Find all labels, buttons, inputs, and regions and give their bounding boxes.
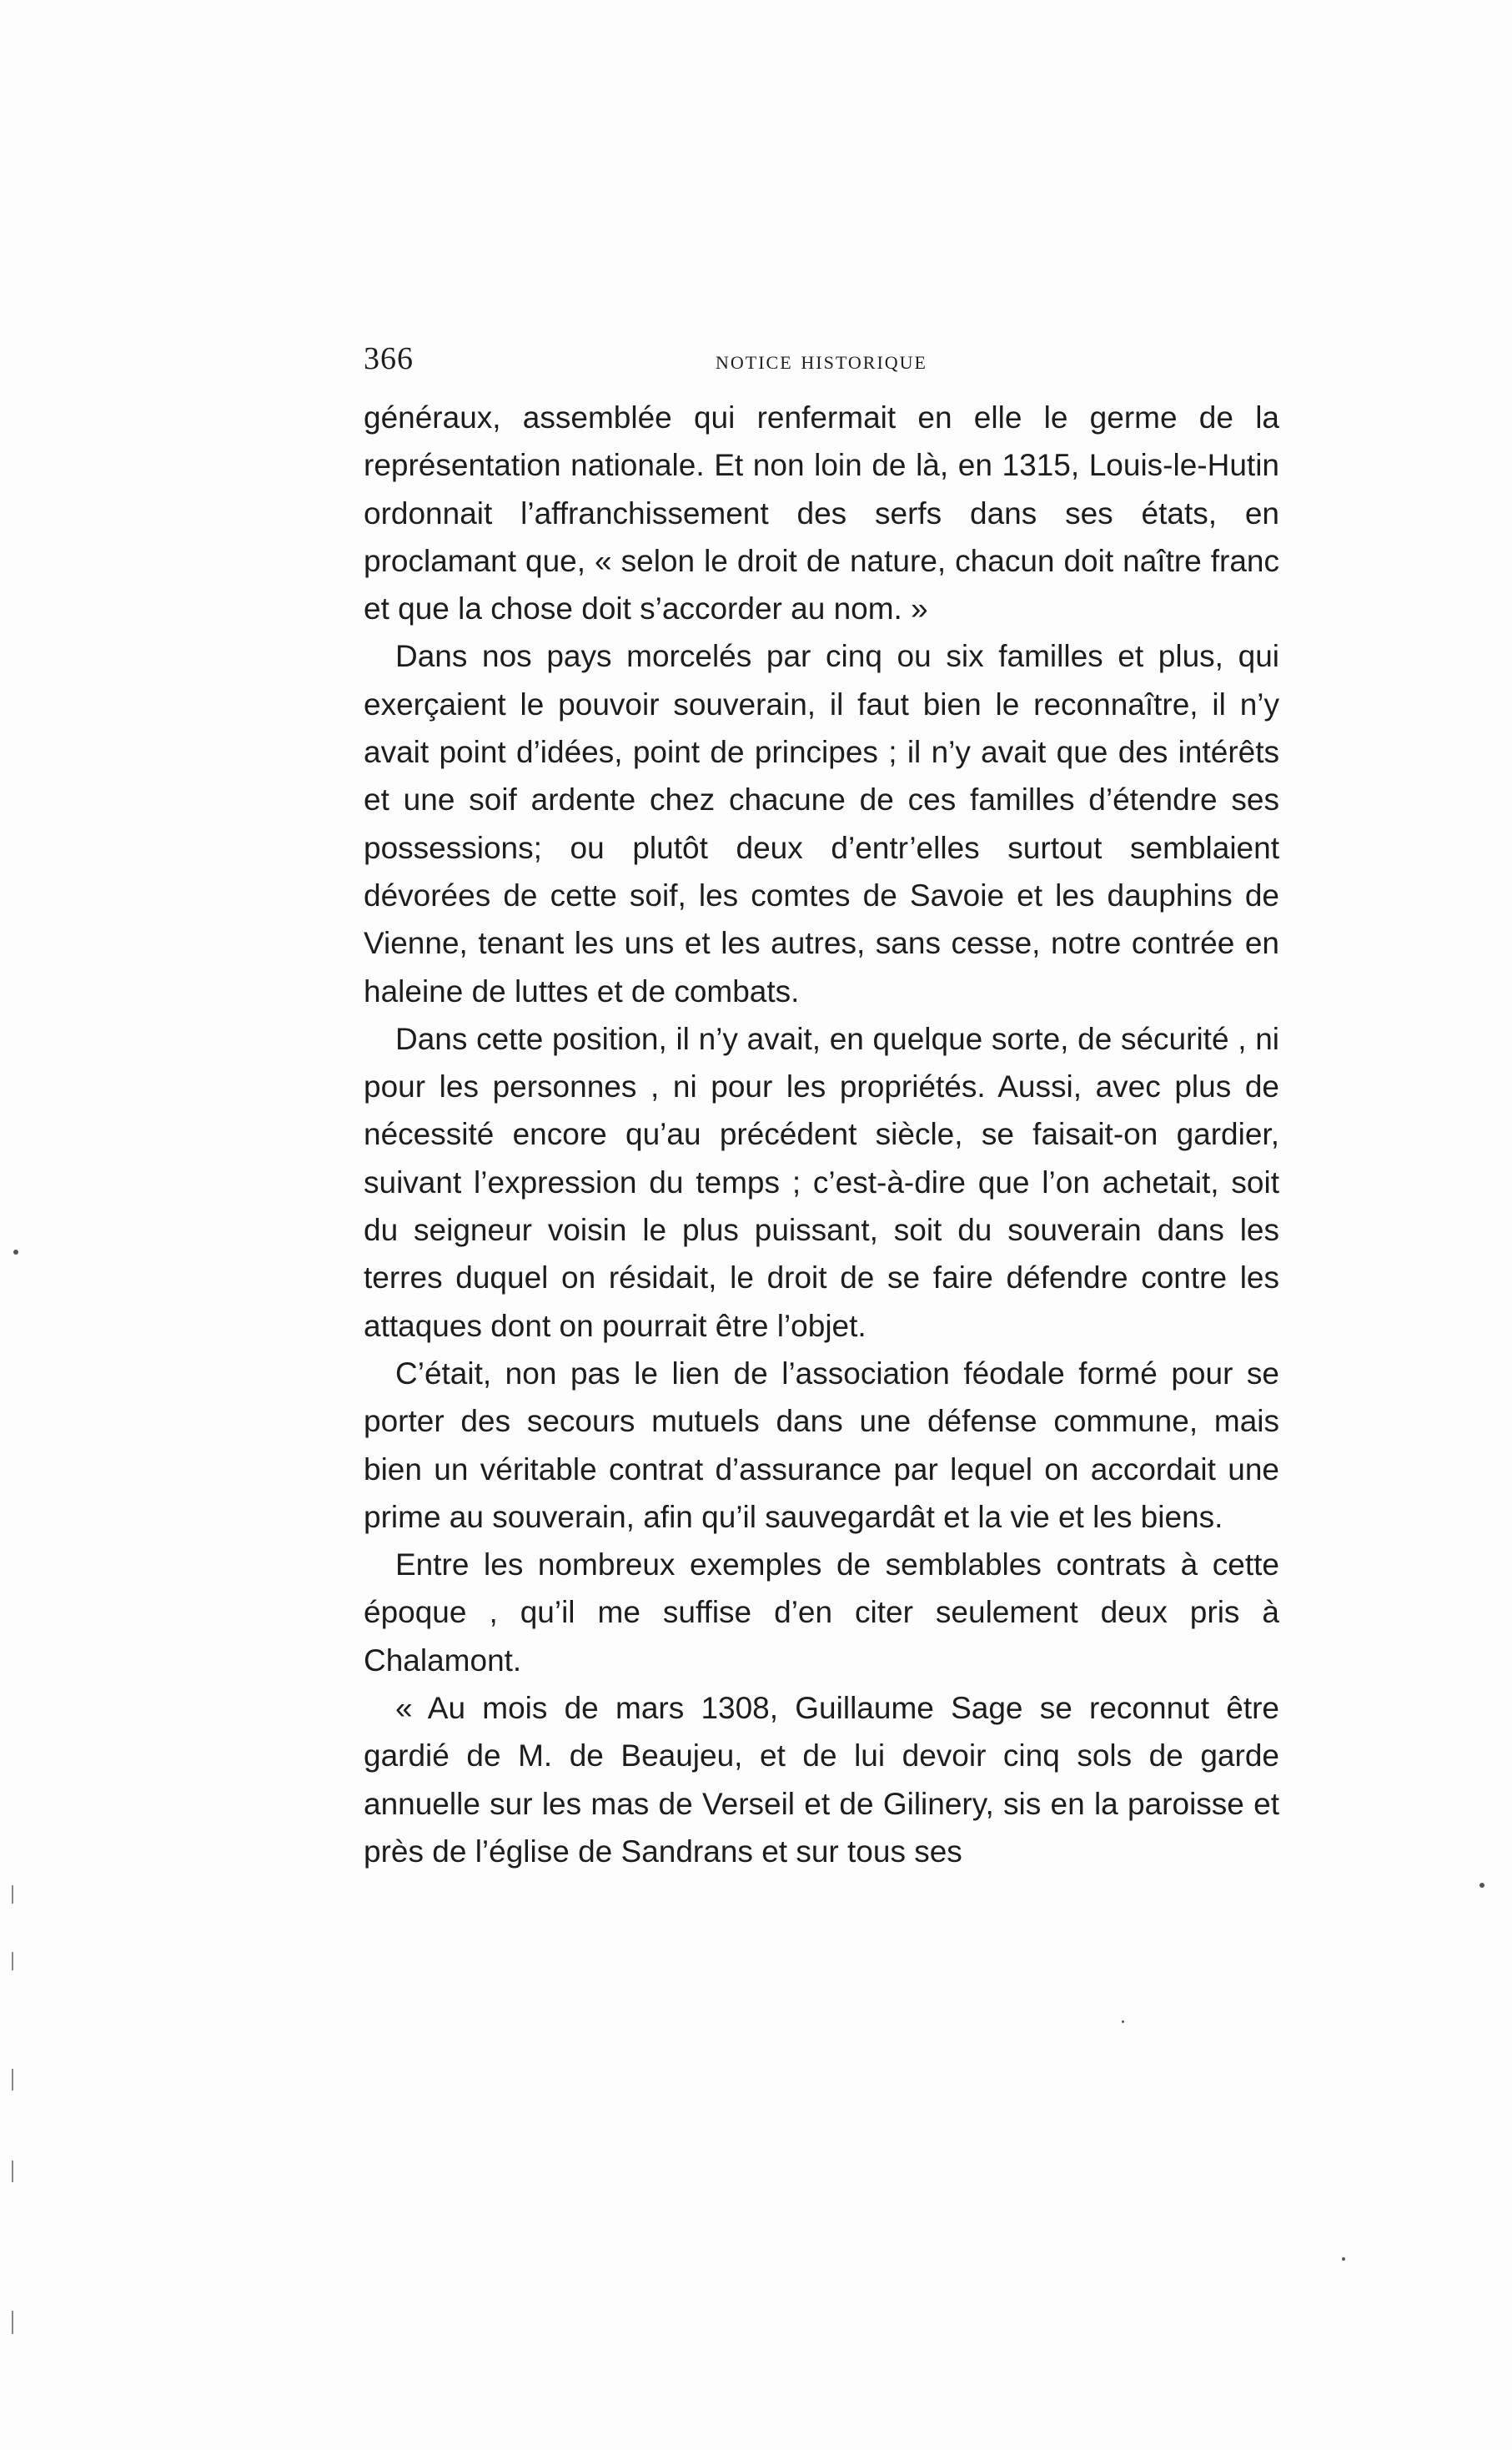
body-text	[364, 394, 1279, 1875]
paragraph: Entre les nombreux exemples de semblables contrats à cette époque , qu’il me suffise d’en citer seulement deux pris à Chalamont.	[364, 1547, 1279, 1678]
page-number: 366	[364, 341, 414, 376]
scan-speck	[13, 1250, 18, 1255]
scan-speck	[1122, 2020, 1124, 2023]
scan-edge-mark	[12, 1885, 13, 1904]
scan-edge-mark	[12, 2069, 13, 2090]
paragraph-continuation: généraux, assemblée qui renfermait en elle le germe de la représentation nationale. Et non loin de là, en 1315, Louis-le-Hutin ordonnait l’affranchissement des serfs dans ses états, en proclamant que, « selon le droit de nature, chacun doit naître franc et que la chose doit s’accorder au nom. »	[364, 400, 1279, 626]
running-title: notice historique	[716, 345, 927, 375]
paragraph: C’était, non pas le lien de l’association féodale formé pour se porter des secours mutuels dans une défense commune, mais bien un véritable contrat d’assurance par lequel on accordait une prime au souverain, afin qu’il sauvegardât et la vie et les biens.	[364, 1356, 1279, 1534]
scan-speck	[1342, 2257, 1345, 2261]
scan-edge-mark	[12, 2161, 13, 2182]
scan-edge-mark	[12, 1952, 13, 1970]
running-head	[364, 334, 1279, 384]
paragraph: Dans cette position, il n’y avait, en quelque sorte, de sécurité , ni pour les personnes , ni pour les propriétés. Aussi, avec plus de nécessité encore qu’au précédent siècle, se faisait-on gardier, suivant l’expression du temps ; c’est-à-dire que l’on achetait, soit du seigneur voisin le plus puissant, soit du souverain dans les terres duquel on résidait, le droit de se faire défendre contre les attaques dont on pourrait être l’objet.	[364, 1021, 1279, 1343]
paragraph-quotation: « Au mois de mars 1308, Guillaume Sage se reconnut être gardié de M. de Beaujeu, et de lui devoir cinq sols de garde annuelle sur les mas de Verseil et de Gilinery, sis en la paroisse et près de l’église de Sandrans et sur tous ses	[364, 1691, 1279, 1869]
paragraph: Dans nos pays morcelés par cinq ou six familles et plus, qui exerçaient le pouvoir souverain, il faut bien le reconnaître, il n’y avait point d’idées, point de principes ; il n’y avait que des intérêts et une soif ardente chez chacune de ces familles d’étendre ses possessions; ou plutôt deux d’entr’elles surtout semblaient dévorées de cette soif, les comtes de Savoie et les dauphins de Vienne, tenant les uns et les autres, sans cesse, notre contrée en haleine de luttes et de combats.	[364, 639, 1279, 1009]
scan-speck	[1479, 1883, 1484, 1888]
scan-edge-mark	[12, 2311, 13, 2334]
